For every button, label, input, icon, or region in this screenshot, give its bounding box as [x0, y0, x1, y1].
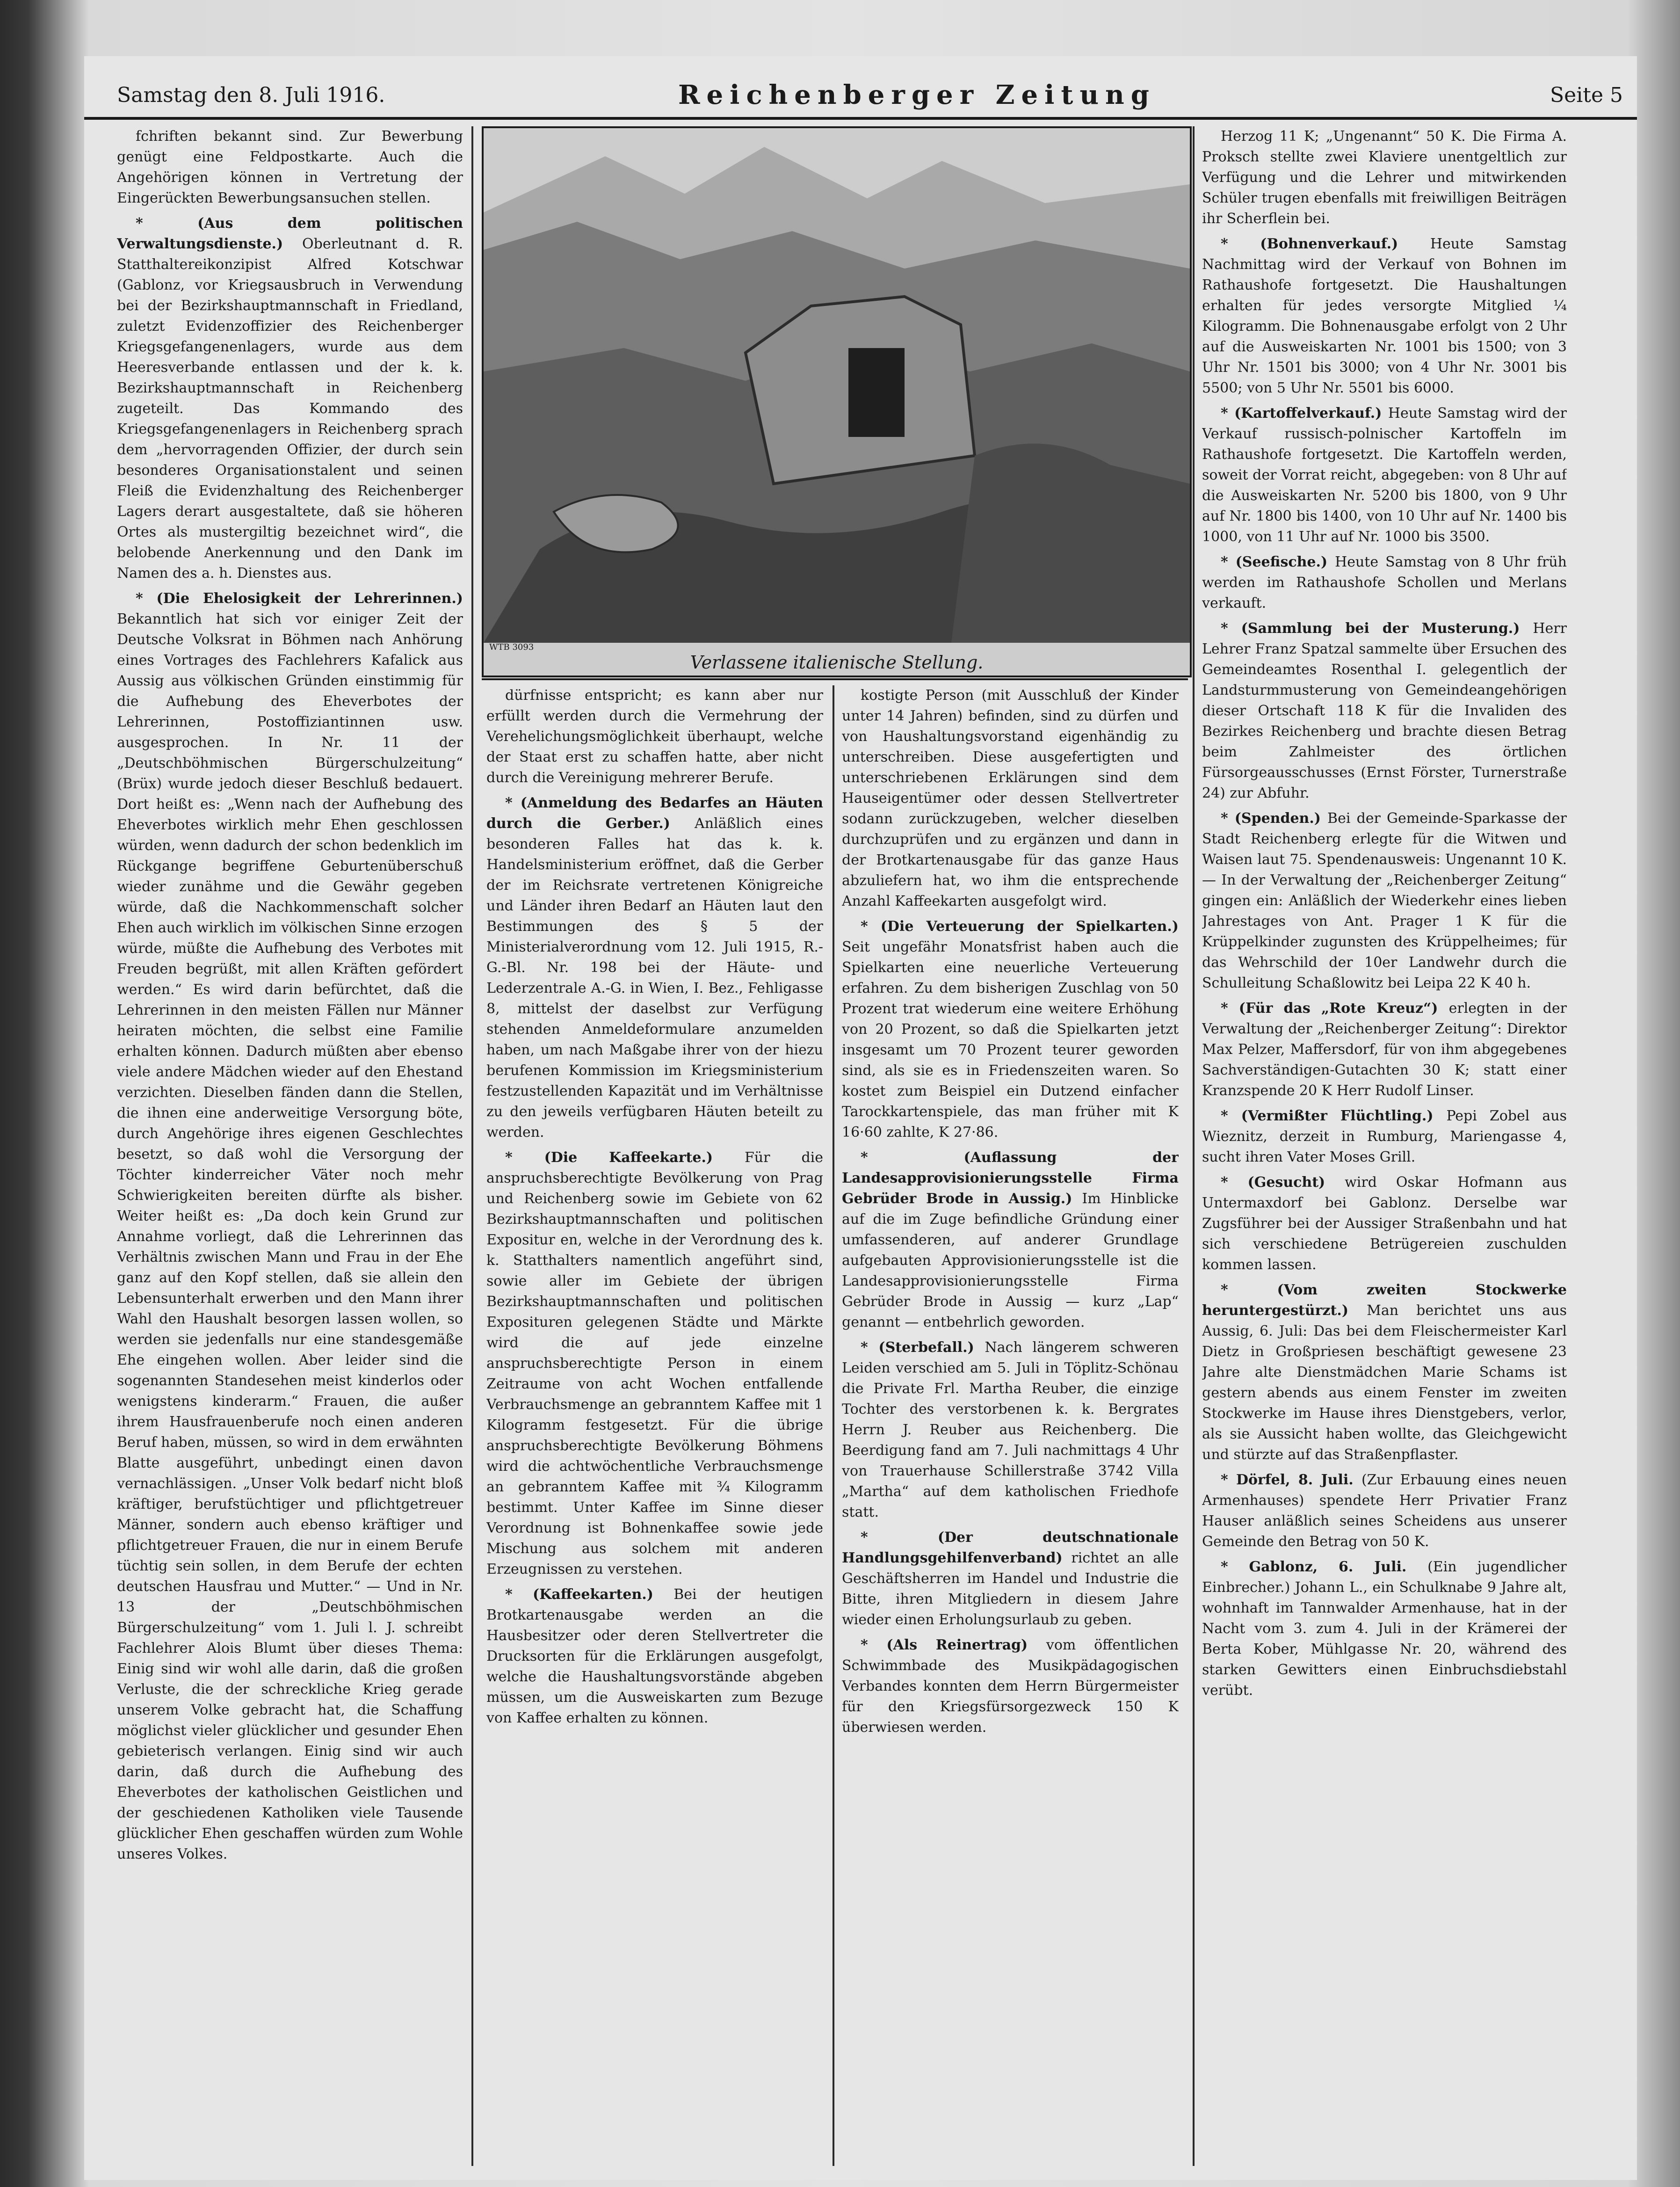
article-text: Heute Samstag wird der Verkauf russisch-polnischer Kartoffeln im Rathaushofe fortgesetzt. Die Kartoffeln werden, soweit der Vorrat reicht, abgegeben: von 8 Uhr auf die Ausweiskarten Nr. 5200 bis 1800, von 9 Uhr auf Nr. 1800 bis 1400, von 10 Uhr auf Nr. 1400 bis 1000, von 11 Uhr auf Nr. 1000 bis 3500.	[1202, 405, 1567, 545]
article-heading: * (Sterbefall.)	[861, 1339, 985, 1356]
article-paragraph	[1202, 1280, 1567, 1465]
article-paragraph	[1202, 618, 1567, 804]
article-paragraph	[842, 1337, 1179, 1523]
article-heading: * (Der deutschnationale Handlungsgehilfenverband)	[842, 1529, 1179, 1566]
column-3	[842, 685, 1179, 2166]
article-text: Oberleutnant d. R. Statthaltereikonzipist Alfred Kotschwar (Gablonz, vor Kriegsausbruch in Verwendung bei der Bezirkshauptmannschaft in Friedland, zuletzt Evidenzoffizier des Reichenberger Kriegsgefangenenlagers, wurde aus dem Heeresverbande entlassen und der k. k. Bezirkshauptmannschaft in Reichenberg zugeteilt. Das Kommando des Kriegsgefangenenlagers in Reichenberg sprach dem „hervorragenden Offizier, der durch sein besonderes Organisationstalent und seinen Fleiß die Evidenzhaltung des Reichenberger Lagers derart ausgestaltete, daß sie höheren Ortes als mustergiltig bezeichnet wird“, die belobende Anerkennung und den Dank im Namen des a. h. Dienstes aus.	[117, 236, 463, 581]
article-text: (Ein jugendlicher Einbrecher.) Johann L., ein Schulknabe 9 Jahre alt, wohnhaft im Tannwalder Armenhause, hat in der Nacht vom 3. zum 4. Juli in der Krämerei der Berta Kober, Mühlgasse Nr. 20, während des starken Gewitters einen Einbruchsdiebstahl verübt.	[1202, 1559, 1567, 1699]
article-heading: * (Die Kaffeekarte.)	[505, 1149, 745, 1166]
article-heading: * (Als Reinertrag)	[861, 1637, 1046, 1653]
section-rule	[482, 678, 1188, 680]
article-paragraph	[1202, 403, 1567, 547]
article-paragraph	[486, 1148, 823, 1580]
article-paragraph	[117, 589, 463, 1865]
column-rule	[1193, 126, 1195, 2166]
article-text: Pepi Zobel aus Wieznitz, derzeit in Rumburg, Mariengasse 4, sucht ihren Vater Moses Grill.	[1202, 1108, 1567, 1165]
article-text: Herr Lehrer Franz Spatzal sammelte über Ersuchen des Gemeindeamtes Rosenthal I. gelegentlich der Landsturmmusterung von Gemeindeangehörigen dieser Ortschaft 118 K für die Invaliden des Bezirkes Reichenberg und brachte diesen Betrag beim Zahlmeister des örtlichen Fürsorgeausschusses (Ernst Förster, Turnerstraße 24) zur Abfuhr.	[1202, 620, 1567, 801]
article-paragraph	[1202, 1470, 1567, 1552]
article-text: erlegten in der Verwaltung der „Reichenberger Zeitung“: Direktor Max Pelzer, Maffersdorf, für von ihm abgegebenes Sachverständigen-Gutachten 30 K; statt einer Kranzspende 20 K Herr Rudolf Linser.	[1202, 1000, 1567, 1099]
article-heading: * (Vermißter Flüchtling.)	[1221, 1108, 1447, 1124]
mountain-ruin-illustration	[484, 128, 1190, 676]
article-paragraph	[842, 1148, 1179, 1333]
article-paragraph	[117, 126, 463, 209]
article-text: fchriften bekannt sind. Zur Bewerbung genügt eine Feldpostkarte. Auch die Angehörigen können in Vertretung der Eingerückten Bewerbungsansuchen stellen.	[117, 128, 463, 206]
newspaper-title: Reichenberger Zeitung	[678, 80, 1156, 110]
article-paragraph	[1202, 234, 1567, 399]
article-paragraph	[842, 685, 1179, 912]
article-text: Nach längerem schweren Leiden verschied am 5. Juli in Töplitz-Schönau die Private Frl. Martha Reuber, die einzige Tochter des verstorbenen k. k. Bergrates Herrn J. Reuber aus Reichenberg. Die Beerdigung fand am 7. Juli nachmittags 4 Uhr von Trauerhause Schillerstraße 3742 Villa „Martha“ auf dem katholischen Friedhofe statt.	[842, 1339, 1179, 1520]
article-paragraph	[117, 213, 463, 584]
article-paragraph	[486, 793, 823, 1143]
issue-date: Samstag den 8. Juli 1916.	[117, 83, 385, 107]
article-heading: * (Kaffeekarten.)	[505, 1586, 674, 1603]
article-heading: * Gablonz, 6. Juli.	[1221, 1559, 1428, 1575]
column-1	[117, 126, 463, 2166]
article-text: richtet an alle Geschäftsherren im Handel und Industrie die Bitte, ihren Mitgliedern in diesem Jahre wieder einen Erholungsurlaub zu geben.	[842, 1550, 1179, 1628]
article-heading: * (Auflassung der Landesapprovisionierungsstelle Firma Gebrüder Brode in Aussig.)	[842, 1149, 1179, 1207]
article-paragraph	[1202, 1557, 1567, 1701]
article-text: kostigte Person (mit Ausschluß der Kinder unter 14 Jahren) befinden, sind zu dürfen und von Haushaltungsvorstand eigenhändig zu unterschreiben. Diese ausgefertigten und unterschriebenen Erklärungen sind dem Hauseigentümer oder dessen Stellvertreter sodann zurückzugeben, welcher dieselben durchzuprüfen und zu ergänzen und dann in der Brotkartenausgabe für das ganze Haus abzuliefern hat, wo ihm die entsprechende Anzahl Kaffeekarten ausgefolgt wird.	[842, 687, 1179, 909]
article-text: Heute Samstag Nachmittag wird der Verkauf von Bohnen im Rathaushofe fortgesetzt. Die Haushaltungen erhalten für jedes versorgte Mitglied ¼ Kilogramm. Die Bohnenausgabe erfolgt von 2 Uhr auf die Ausweiskarten Nr. 1001 bis 1500; von 3 Uhr Nr. 1501 bis 3000; von 4 Uhr Nr. 3001 bis 5500; von 5 Uhr Nr. 5501 bis 6000.	[1202, 236, 1567, 396]
article-paragraph	[1202, 1172, 1567, 1275]
newspaper-page	[84, 56, 1637, 2180]
article-heading: * (Spenden.)	[1221, 810, 1328, 827]
column-rule	[471, 126, 473, 2166]
article-heading: * (Gesucht)	[1221, 1174, 1345, 1191]
article-text: Herzog 11 K; „Ungenannt“ 50 K. Die Firma A. Proksch stellte zwei Klaviere unentgeltlich zur Verfügung und die Lehrer und mitwirkenden Schüler trugen ebenfalls mit freiwilligen Beiträgen ihr Scherflein bei.	[1202, 128, 1567, 227]
article-text: Für die anspruchsberechtigte Bevölkerung von Prag und Reichenberg sowie im Gebiete von 62 Bezirkshauptmannschaften und politischen Expositur en, welche in der Verordnung des k. k. Statthalters namentlich angeführt sind, sowie aller im Gebiete der übrigen Bezirkshauptmannschaften und politischen Exposituren gelegenen Städte und Märkte wird die auf jede einzelne anspruchsberechtigte Person in einem Zeitraume von acht Wochen entfallende Verbrauchsmenge an gebranntem Kaffee mit 1 Kilogramm festgesetzt. Für die übrige anspruchsberechtigte Bevölkerung Böhmens wird die achtwöchentliche Verbrauchsmenge an gebranntem Kaffee mit ¾ Kilogramm bestimmt. Unter Kaffee im Sinne dieser Verordnung ist Bohnenkaffee sowie jede Mischung aus solchem mit anderen Erzeugnissen zu verstehen.	[486, 1149, 823, 1577]
article-paragraph	[842, 1635, 1179, 1738]
article-paragraph	[1202, 808, 1567, 994]
article-text: Heute Samstag von 8 Uhr früh werden im Rathaushofe Schollen und Merlans verkauft.	[1202, 554, 1567, 611]
figure-caption: Verlassene italienische Stellung.	[690, 652, 984, 673]
article-heading: * (Kartoffelverkauf.)	[1221, 405, 1388, 421]
article-paragraph	[842, 916, 1179, 1143]
article-heading: * (Bohnenverkauf.)	[1221, 236, 1430, 252]
article-heading: * (Die Verteuerung der Spielkarten.)	[861, 918, 1179, 935]
column-rule	[833, 685, 834, 2166]
article-heading: * (Seefische.)	[1221, 554, 1335, 570]
article-text: Seit ungefähr Monatsfrist haben auch die Spielkarten eine neuerliche Verteuerung erfahren. Zu dem bisherigen Zuschlag von 50 Prozent trat wiederum eine weitere Erhöhung von 20 Prozent, so daß die Spielkarten jetzt insgesamt um 70 Prozent teurer geworden sind, als sie es in Friedenszeiten waren. So kostet zum Beispiel ein Dutzend einfacher Tarockkartenspiele, das man früher mit K 16·60 zahlte, K 27·86.	[842, 939, 1179, 1141]
column-4	[1202, 126, 1567, 2166]
article-heading: * (Aus dem politischen Verwaltungsdienste.)	[117, 215, 463, 252]
column-2	[486, 685, 823, 2166]
page-number: Seite 5	[1550, 83, 1623, 107]
article-heading: * Dörfel, 8. Juli.	[1221, 1472, 1361, 1488]
article-text: Anläßlich eines besonderen Falles hat das k. k. Handelsministerium eröffnet, daß die Gerber der im Reichsrate vertretenen Königreiche und Länder ihren Bedarf an Häuten laut den Bestimmungen des § 5 der Ministerialverordnung vom 12. Juli 1915, R.-G.-Bl. Nr. 198 bei der Häute- und Lederzentrale A.-G. in Wien, I. Bez., Fehligasse 8, mittelst der daselbst zur Verfügung stehenden Anmeldeformulare anzumelden haben, um nach Maßgabe ihrer von der hiezu berufenen Kommission im Kriegsministerium festzustellenden Kapazität und im Verhältnisse zu den jeweils verfügbaren Häuten beteilt zu werden.	[486, 815, 823, 1141]
article-paragraph	[486, 685, 823, 788]
illustration-frame	[482, 126, 1192, 677]
article-heading: * (Sammlung bei der Musterung.)	[1221, 620, 1533, 637]
article-heading: * (Für das „Rote Kreuz“)	[1221, 1000, 1449, 1017]
article-paragraph	[486, 1584, 823, 1729]
article-text: wird Oskar Hofmann aus Untermaxdorf bei Gablonz. Derselbe war Zugsführer bei der Aussiger Straßenbahn und hat sich verschiedene Betrügereien zuschulden kommen lassen.	[1202, 1174, 1567, 1273]
article-text: (Zur Erbauung eines neuen Armenhauses) spendete Herr Privatier Franz Hauser anläßlich seines Scheidens aus unserer Gemeinde den Betrag von 50 K.	[1202, 1472, 1567, 1550]
article-text: vom öffentlichen Schwimmbade des Musikpädagogischen Verbandes konnten dem Herrn Bürgermeister für den Kriegsfürsorgezweck 150 K überwiesen werden.	[842, 1637, 1179, 1736]
article-heading: * (Anmeldung des Bedarfes an Häuten durch die Gerber.)	[486, 795, 823, 832]
article-text: dürfnisse entspricht; es kann aber nur erfüllt werden durch die Vermehrung der Verehelichungsmöglichkeit überhaupt, welche der Staat erst zu schaffen hatte, aber nicht durch die Vereinigung mehrerer Berufe.	[486, 687, 823, 786]
article-heading: * (Vom zweiten Stockwerke heruntergestürzt.)	[1202, 1282, 1567, 1319]
masthead	[84, 75, 1637, 120]
article-paragraph	[1202, 998, 1567, 1101]
article-paragraph	[1202, 552, 1567, 614]
article-text: Bei der Gemeinde-Sparkasse der Stadt Reichenberg erlegte für die Witwen und Waisen laut 75. Spendenausweis: Ungenannt 10 K. — In der Verwaltung der „Reichenberger Zeitung“ gingen ein: Anläßlich der Wiederkehr eines lieben Jahrestages von Ant. Prager 1 K für die Krüppelkinder zugunsten des Krüppelheimes; für das Wehrschild der 10er Landwehr durch die Schulleitung Schaßlowitz bei Leipa 22 K 40 h.	[1202, 810, 1567, 991]
article-text: Im Hinblicke auf die im Zuge befindliche Gründung einer umfassenderen, auf anderer Grundlage aufgebauten Approvisionierungsstelle ist die Landesapprovisionierungsstelle Firma Gebrüder Brode in Aussig — kurz „Lap“ genannt — entbehrlich geworden.	[842, 1191, 1179, 1330]
article-text: Bekanntlich hat sich vor einiger Zeit der Deutsche Volksrat in Böhmen nach Anhörung eines Vortrages des Fachlehrers Kafalick aus Aussig aus völkischen Gründen einstimmig für die Aufhebung des Eheverbotes der Lehrerinnen, Postoffiziantinnen usw. ausgesprochen. In Nr. 11 der „Deutschböhmischen Bürgerschulzeitung“ (Brüx) wurde jedoch dieser Beschluß bedauert. Dort heißt es: „Wenn nach der Aufhebung des Eheverbotes wirklich mehr Ehen geschlossen würden, wenn dadurch der schon bedenklich im Rückgange begriffene Geburtenüberschuß wieder zunähme und die Gewähr gegeben würde, daß die Nachkommenschaft solcher Ehen auch wirklich im völkischen Sinne erzogen würde, müßte die Aufhebung des Verbotes mit Freuden begrüßt, mit allen Kräften gefördert werden.“ Es wird darin befürchtet, daß die Lehrerinnen in den meisten Fällen nur Männer heiraten möchten, die selbst eine Familie erhalten können. Dadurch müßten aber ebenso viele andere Mädchen wieder auf den Ehestand verzichten. Dieselben fänden dann die Stellen, die ihnen eine anderweitige Versorgung böte, durch Angehörige ihres eigenen Geschlechtes besetzt, so daß wohl die Versorgung der Töchter kinderreicher Väter noch mehr Schwierigkeiten bereiten dürfte als bisher. Weiter heißt es: „Da doch kein Grund zur Annahme vorliegt, daß die Lehrerinnen das Verhältnis zwischen Mann und Frau in der Ehe ganz auf den Kopf stellen, daß sie allein den Lebensunterhalt erwerben und den Mann ihrer Wahl den Haushalt besorgen lassen wollen, so werden sie jedenfalls nur eine standesgemäße Ehe eingehen wollen. Aber leider sind die sogenannten Standesehen meist kinderlos oder wenigstens kinderarm.“ Frauen, die außer ihrem Hausfrauenberufe noch einen anderen Beruf haben, müssen, so wird in dem erwähnten Blatte ausgeführt, unbedingt einen davon vernachlässigen. „Unser Volk bedarf nicht bloß kräftiger, berufstüchtiger und pflichtgetreuer Männer, sondern auch ebenso kräftiger und pflichtgetreuer Frauen, die nur in einem Berufe tüchtig sein sollen, in dem Berufe der echten deutschen Hausfrau und Mutter.“ — Und in Nr. 13 der „Deutschböhmischen Bürgerschulzeitung“ vom 1. Juli l. J. schreibt Fachlehrer Alois Blumt über dieses Thema: Einig sind wir wohl alle darin, daß die großen Verluste, die der schreckliche Krieg gerade unserem Volke gebracht hat, die Schaffung möglichst vieler glücklicher und gesunder Ehen gebieterisch verlangen. Einig sind wir auch darin, daß durch die Aufhebung des Eheverbotes der katholischen Geistlichen und der geschiedenen Katholiken viele Tausende glücklicher Ehen geschaffen würden zum Wohle unseres Volkes.	[117, 611, 463, 1862]
photo-credit: WTB 3093	[489, 642, 534, 652]
article-text: Bei der heutigen Brotkartenausgabe werden an die Hausbesitzer oder deren Stellvertreter die Drucksorten für die Erklärungen ausgefolgt, welche die Haushaltungsvorstände abgeben müssen, um die Ausweiskarten zum Bezuge von Kaffee erhalten zu können.	[486, 1586, 823, 1726]
article-heading: * (Die Ehelosigkeit der Lehrerinnen.)	[136, 590, 463, 607]
article-text: Man berichtet uns aus Aussig, 6. Juli: Das bei dem Fleischermeister Karl Dietz in Großpriesen beschäftigt gewesene 23 Jahre alte Dienstmädchen Marie Schams ist gestern abends aus einem Fenster im zweiten Stockwerke im Hause ihres Dienstgebers, verlor, als sie Aussicht haben wollte, das Gleichgewicht und stürzte auf das Straßenpflaster.	[1202, 1302, 1567, 1463]
article-paragraph	[1202, 1106, 1567, 1168]
article-paragraph	[1202, 126, 1567, 229]
article-paragraph	[842, 1527, 1179, 1630]
